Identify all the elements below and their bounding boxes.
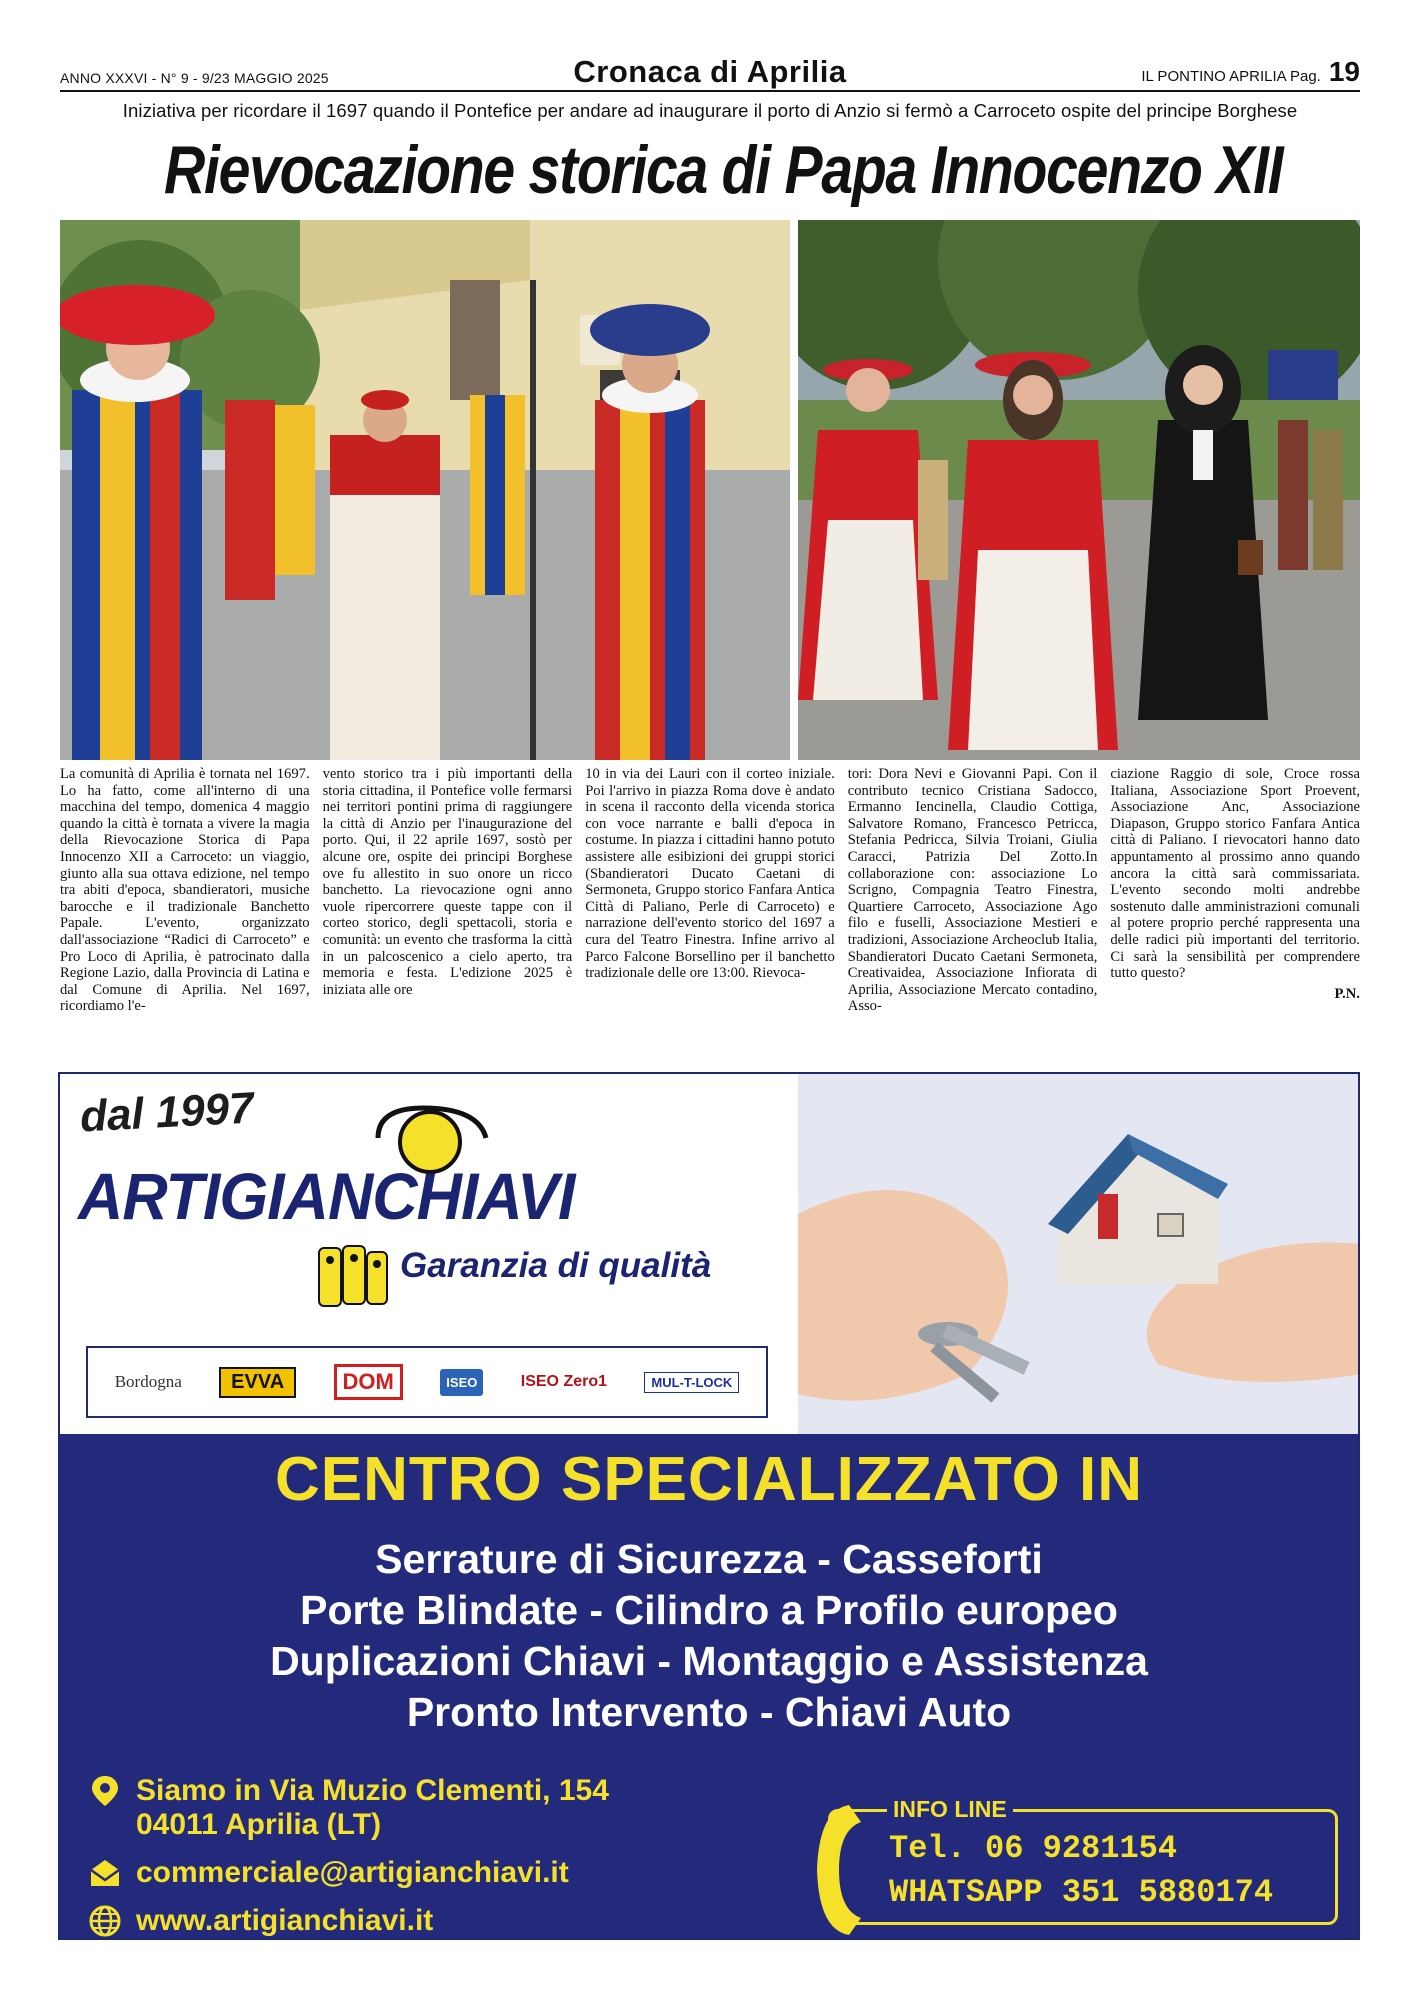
article-column-3: 10 in via dei Lauri con il corteo iniziale. Poi l'arrivo in piazza Roma dove è andato in scena il racconto della vicenda storica con voce narrante e balli d'epoca in costume. In piazza i cittadini hanno potuto assistere alle esibizioni dei gruppi storici (Sbandieratori Ducato Caetani di Sermoneta, Gruppo storico Fanfara Antica Città di Paliano, Perle di Carroceto) e narrazione dell'evento storico del 1697 a cura del Teatro Finestra. Infine arrivo al Parco Falcone Borsellino per il banchetto tradizionale delle ore 13:00. Rievoca- bbox=[585, 766, 835, 982]
masthead bbox=[60, 56, 1360, 92]
article-column-5: ciazione Raggio di sole, Croce rossa Italiana, Associazione Sport Proevent, Associazione Anc, Associazione Diapason, Gruppo storico Fanfara Antica città di Paliano. I rievocatori hanno dato appuntamento al prossimo anno quando ancora la città sarà commissariata. L'evento secondo molti andrebbe sostenuto dalle amministrazioni comunali al potere proprio perché rappresenta una delle radici più importanti del territorio. Ci sarà la sensibilità per comprendere tutto questo? P.N. bbox=[1110, 766, 1360, 1002]
email-address[interactable]: commerciale@artigianchiavi.it bbox=[136, 1856, 569, 1889]
service-line: Serrature di Sicurezza - Casseforti bbox=[375, 1536, 1043, 1582]
ad-tagline: Garanzia di qualità bbox=[400, 1246, 712, 1285]
section-title: Cronaca di Aprilia bbox=[573, 54, 847, 89]
publication-name: IL PONTINO APRILIA Pag. bbox=[1141, 68, 1321, 85]
address-city: 04011 Aprilia (LT) bbox=[136, 1808, 382, 1841]
address-street: Siamo in Via Muzio Clementi, 154 bbox=[136, 1774, 609, 1807]
info-line-box bbox=[828, 1796, 1338, 1925]
ad-photo-house-keys bbox=[798, 1074, 1360, 1434]
ad-contact-info bbox=[88, 1774, 609, 1940]
service-line: Porte Blindate - Cilindro a Profilo europeo bbox=[300, 1587, 1118, 1633]
whatsapp-number[interactable]: WHATSAPP 351 5880174 bbox=[889, 1874, 1274, 1911]
ad-brand-name: ARTIGIANCHIAVI bbox=[78, 1159, 575, 1233]
email-row bbox=[88, 1856, 609, 1890]
article-body bbox=[60, 766, 1360, 1058]
page-number: 19 bbox=[1328, 56, 1360, 87]
map-pin-icon bbox=[88, 1774, 122, 1808]
article-column-4: tori: Dora Nevi e Giovanni Papi. Con il contributo tecnico Cristiana Sadocco, Ermanno Iencinella, Claudio Cottiga, Salvatore Romano, Francesco Petricca, Stefania Pedricca, Silvia Troiani, Giulia Caracci, Patrizia Del Zotto.In collaborazione con: associazione Lo Scrigno, Compagnia Teatro Finestra, Quartiere Carroceto, Associazione Ago filo e fuselli, Associazione Mestieri e tradizioni, Associazione Archeoclub Italia, Sbandieratori Ducato Caetani Sermoneta, Creativaidea, Associazione Infiorata di Aprilia, Associazione Mercato contadino, Asso- bbox=[847, 766, 1098, 1015]
advertisement bbox=[58, 1072, 1360, 1940]
article-column-1: La comunità di Aprilia è tornata nel 1697. Lo ha fatto, come all'interno di una macchina del tempo, domenica 4 maggio quando la città è tornata a vivere la magia della Rievocazione Storica di Papa Innocenzo XII a Carroceto: un viaggio, giunto alla sua ottava edizione, nel tempo tra abiti d'epoca, sbandieratori, musiche barocche e il tradizionale Banchetto Papale. L'evento, organizzato dall'associazione “Radici di Carroceto” e Pro Loco di Aprilia, è patrocinato dalla Regione Lazio, dalla Provincia di Latina e dal Comune di Aprilia. Nel 1697, ricordiamo l'e- bbox=[60, 766, 310, 1015]
service-line: Pronto Intervento - Chiavi Auto bbox=[406, 1689, 1012, 1735]
partner-bordogna: Bordogna bbox=[114, 1372, 182, 1391]
partner-logos bbox=[86, 1346, 768, 1418]
partner-iseo: ISEO bbox=[440, 1369, 483, 1396]
photo-cardinals bbox=[798, 220, 1360, 760]
ad-header bbox=[60, 1074, 1358, 1434]
ad-services-panel bbox=[60, 1434, 1358, 1940]
partner-mul-t-lock: MUL-T-LOCK bbox=[644, 1372, 739, 1393]
phone-number[interactable]: Tel. 06 9281154 bbox=[889, 1830, 1178, 1867]
article-kicker: Iniziativa per ricordare il 1697 quando il Pontefice per andare ad inaugurare il porto di Anzio si fermò a Carroceto ospite del principe Borghese bbox=[122, 100, 1298, 121]
globe-icon bbox=[88, 1904, 122, 1938]
service-line: Duplicazioni Chiavi - Montaggio e Assistenza bbox=[270, 1638, 1148, 1684]
website-row bbox=[88, 1904, 609, 1938]
partner-dom: DOM bbox=[334, 1364, 403, 1400]
website-url[interactable]: www.artigianchiavi.it bbox=[136, 1904, 434, 1937]
partner-evva: EVVA bbox=[219, 1367, 296, 1398]
keys-icon bbox=[315, 1242, 391, 1312]
article-signature: P.N. bbox=[1334, 985, 1360, 1002]
article-headline: Rievocazione storica di Papa Innocenzo XII bbox=[164, 132, 1283, 208]
ad-services-list bbox=[60, 1534, 1358, 1738]
ad-title: CENTRO SPECIALIZZATO IN bbox=[274, 1445, 1144, 1514]
envelope-icon bbox=[88, 1856, 122, 1890]
ad-slogan: dal 1997 bbox=[78, 1083, 255, 1142]
publication-info bbox=[1141, 56, 1360, 88]
article-column-2: vento storico tra i più importanti della storia cittadina, il Pontefice volle fermarsi nei territori pontini prima di raggiungere la città di Anzio per l'inaugurazione del porto. Qui, il 22 aprile 1697, sostò per alcune ore, ospite dei principi Borghese ove fu allestito in suo onore un ricco banchetto. La rievocazione ogni anno vuole ripercorrere queste tappe con il corteo storico, degli spettacoli, storia e comunità: un evento che trasforma la città in un palcoscenico a cielo aperto, tra memoria e festa. L'edizione 2025 è iniziata alle ore bbox=[322, 766, 573, 998]
photo-swiss-guards bbox=[60, 220, 790, 760]
phone-icon bbox=[809, 1800, 869, 1940]
info-line-label: INFO LINE bbox=[887, 1796, 1013, 1823]
issue-info: ANNO XXXVI - N° 9 - 9/23 MAGGIO 2025 bbox=[60, 70, 329, 86]
partner-iseo-zero1: ISEO Zero1 bbox=[520, 1373, 608, 1390]
address-row bbox=[88, 1774, 609, 1842]
